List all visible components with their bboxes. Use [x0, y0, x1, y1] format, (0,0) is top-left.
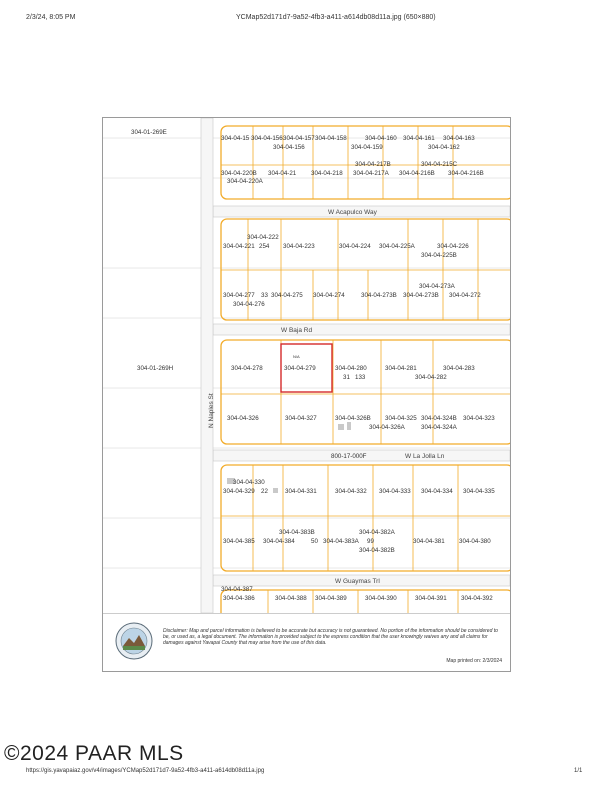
map-grid: [103, 138, 510, 568]
parcel-label: 304-04-384: [263, 538, 295, 545]
parcel-label: 304-04-329: [223, 488, 255, 495]
parcel-label: 304-04-222: [247, 234, 279, 241]
parcel-label: 304-04-326: [227, 415, 259, 422]
footer-url[interactable]: https://gis.yavapaiaz.gov/v4/images/YCMap52d171d7-9a52-4fb3-a411-a614db08d11a.jpg: [26, 768, 265, 774]
parcel-label: 304-04-381: [413, 538, 445, 545]
disclaimer-box: [103, 613, 510, 672]
parcel-label: 304-04-162: [428, 144, 460, 151]
parcel-map[interactable]: [103, 118, 510, 613]
parcel-label: 304-04-333: [379, 488, 411, 495]
highlight-note: N/A: [293, 354, 300, 359]
parcel-label: 304-04-386: [223, 595, 255, 602]
parcel-label: 304-04-330: [233, 479, 265, 486]
row3-labels: [227, 354, 495, 431]
parcel-label: 254: [259, 243, 270, 250]
parcel-label: 304-04-21: [268, 170, 297, 177]
parcel-label: 304-04-276: [233, 301, 265, 308]
parcel-label-subject: 304-04-279: [284, 365, 316, 372]
parcel-label: 304-04-392: [461, 595, 493, 602]
parcel-label: 304-04-275: [271, 292, 303, 299]
parcel-label: 304-04-326B: [335, 415, 371, 422]
parcel-label: 304-04-216B: [399, 170, 435, 177]
parcel-label: 304-04-331: [285, 488, 317, 495]
parcel-label: 304-04-383A: [323, 538, 359, 545]
parcel-label: 304-04-274: [313, 292, 345, 299]
row2-labels: [223, 234, 481, 308]
parcel-label: 304-04-225A: [379, 243, 415, 250]
parcel-label: 304-04-324B: [421, 415, 457, 422]
parcel-label: 304-04-385: [223, 538, 255, 545]
parcel-label: 304-04-160: [365, 135, 397, 142]
parcel-label: 304-04-335: [463, 488, 495, 495]
footer-page: 1/1: [574, 768, 583, 774]
parcel-label: 304-04-327: [285, 415, 317, 422]
parcel-label: 304-04-323: [463, 415, 495, 422]
parcel-label: 304-04-157: [283, 135, 315, 142]
street-label-acapulco: W Acapulco Way: [328, 209, 377, 216]
parcel-label: 304-04-272: [449, 292, 481, 299]
parcel-label: 304-04-390: [365, 595, 397, 602]
parcel-label-big-top: 304-01-269E: [131, 129, 167, 136]
parcel-label: 99: [367, 538, 374, 545]
parcel-label: 304-04-156: [251, 135, 283, 142]
street-label-jolla: W La Jolla Ln: [405, 453, 445, 460]
parcel-label: 22: [261, 488, 268, 495]
row5-labels: [221, 586, 493, 602]
parcel-label: 304-04-218: [311, 170, 343, 177]
parcel-label: 304-04-277: [223, 292, 255, 299]
row1-labels: [221, 135, 484, 185]
parcel-label: 133: [355, 374, 366, 381]
parcel-label: 304-04-221: [223, 243, 255, 250]
parcel-label: 304-04-159: [351, 144, 383, 151]
parcel-label: 304-04-161: [403, 135, 435, 142]
parcel-label: 304-04-273B: [361, 292, 397, 299]
parcel-label: 304-04-325: [385, 415, 417, 422]
parcel-label: 304-04-217A: [353, 170, 389, 177]
parcel-label: 50: [311, 538, 318, 545]
parcel-label: 304-04-217B: [355, 161, 391, 168]
parcel-label: 304-04-273B: [403, 292, 439, 299]
parcel-label: 304-04-223: [283, 243, 315, 250]
parcel-label: 304-04-158: [315, 135, 347, 142]
header-title: YCMap52d171d7-9a52-4fb3-a411-a614db08d11a.jpg (650×880): [236, 14, 436, 21]
parcel-label: 304-04-224: [339, 243, 371, 250]
parcel-label: 304-04-156: [273, 144, 305, 151]
parcel-label: 304-04-282: [415, 374, 447, 381]
parcel-label: 304-04-380: [459, 538, 491, 545]
parcel-label-big-left: 304-01-269H: [137, 365, 174, 372]
parcel-label: 33: [261, 292, 268, 299]
parcel-label: 304-04-382B: [359, 547, 395, 554]
parcel-label: 304-04-391: [415, 595, 447, 602]
parcel-label: 304-04-332: [335, 488, 367, 495]
parcel-label: 31: [343, 374, 350, 381]
parcel-label: 304-04-278: [231, 365, 263, 372]
street-label-guaymas: W Guaymas Trl: [335, 578, 380, 585]
parcel-label-big-mid: 800-17-000F: [331, 453, 367, 460]
parcel-label: 304-04-273A: [419, 283, 455, 290]
county-seal-icon: [115, 622, 153, 660]
street-label-naples: N Naples St: [208, 393, 215, 428]
parcel-label: 304-04-225B: [421, 252, 457, 259]
parcel-label: 304-04-326A: [369, 424, 405, 431]
parcel-label: 304-04-334: [421, 488, 453, 495]
parcel-label: 304-04-216B: [448, 170, 484, 177]
parcel-label: 304-04-388: [275, 595, 307, 602]
parcel-label: 304-04-387: [221, 586, 253, 593]
parcel-label: 304-04-226: [437, 243, 469, 250]
parcel-label: 304-04-281: [385, 365, 417, 372]
parcel-label: 304-04-15: [221, 135, 250, 142]
parcel-label: 304-04-389: [315, 595, 347, 602]
header-datetime: 2/3/24, 8:05 PM: [26, 14, 76, 21]
parcel-label: 304-04-324A: [421, 424, 457, 431]
row4-labels: [223, 479, 495, 554]
parcel-label: 304-04-220B: [221, 170, 257, 177]
parcel-label: 304-04-283: [443, 365, 475, 372]
map-frame: [102, 117, 511, 672]
parcel-label: 304-04-280: [335, 365, 367, 372]
disclaimer-text: Disclaimer: Map and parcel information is believed to be accurate but accuracy is not guaranteed. No portion of the information should be considered to be, or used as, a legal document. The information is provided subject to the express condition that the user knowingly waives any and all claims for damages against Yavapai County that may arise from the use of this data.: [163, 628, 498, 647]
parcel-label: 304-04-215C: [421, 161, 458, 168]
parcel-label: 304-04-383B: [279, 529, 315, 536]
street-label-baja: W Baja Rd: [281, 327, 313, 334]
parcel-label: 304-04-163: [443, 135, 475, 142]
map-printed-date: Map printed on: 2/3/2024: [446, 658, 502, 664]
mls-watermark: ©2024 PAAR MLS: [4, 742, 184, 765]
parcel-label: 304-04-220A: [227, 178, 263, 185]
parcel-label: 304-04-382A: [359, 529, 395, 536]
